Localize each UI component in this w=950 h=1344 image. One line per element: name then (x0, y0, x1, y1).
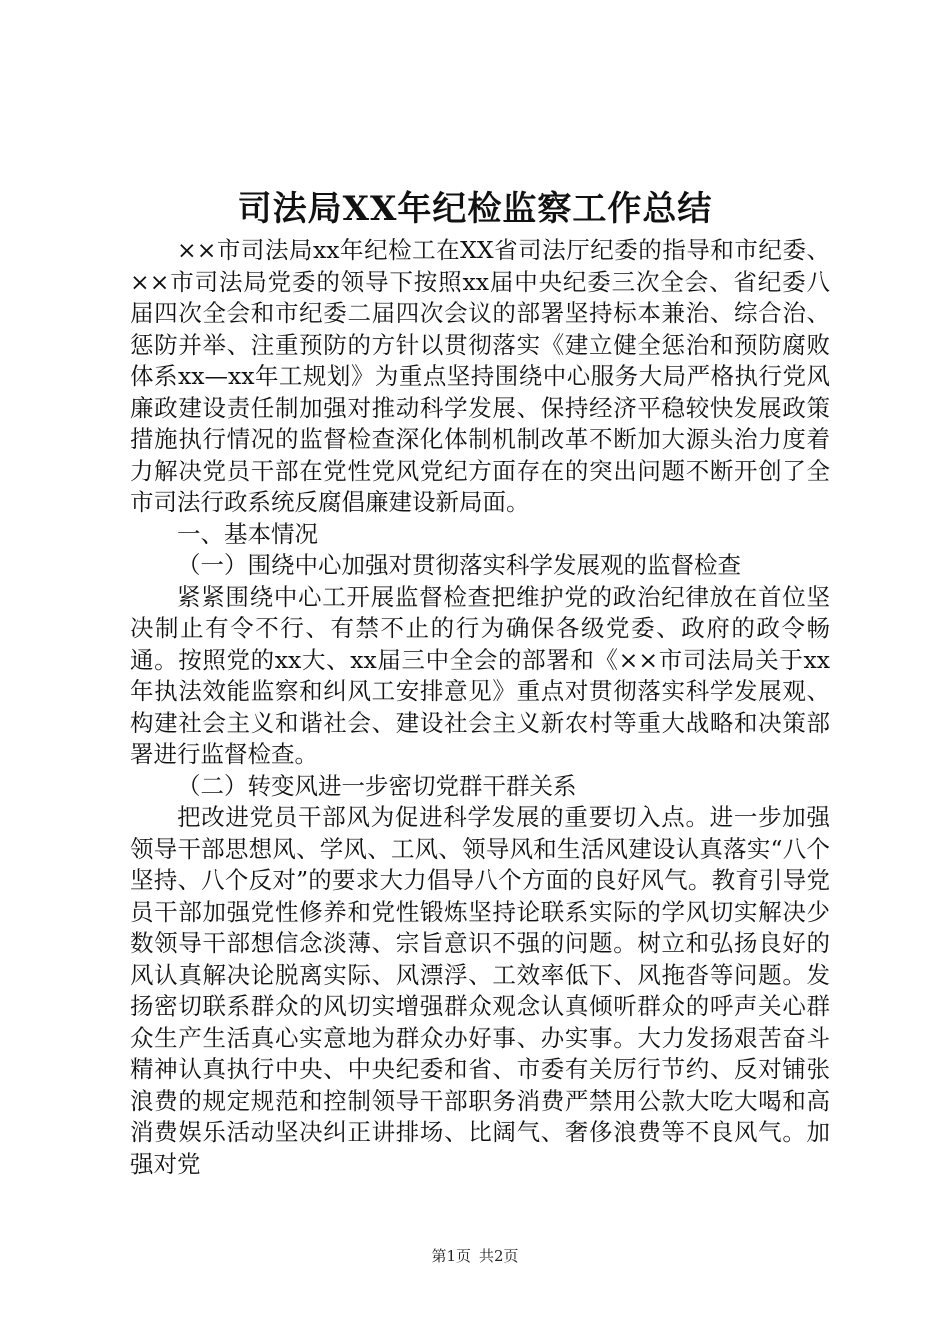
page-total: 共2页 (479, 1247, 519, 1265)
intro-paragraph: ××市司法局xx年纪检工在XX省司法厅纪委的指导和市纪委、××市司法局党委的领导下按照xx届中央纪委三次全会、省纪委八届四次全会和市纪委二届四次会议的部署坚持标本兼治、综合治、惩防并举、注重预防的方针以贯彻落实《建立健全惩治和预防腐败体系xx—xx年工规划》为重点坚持围绕中心服务大局严格执行党风廉政建设责任制加强对推动科学发展、保持经济平稳较快发展政策措施执行情况的监督检查深化体制机制改革不断加大源头治力度着力解决党员干部在党性党风党纪方面存在的突出问题不断开创了全市司法行政系统反腐倡廉建设新局面。 (130, 236, 830, 516)
subsection-heading-2: （二）转变风进一步密切党群干群关系 (177, 771, 577, 800)
document-title: 司法局XX年纪检监察工作总结 (237, 189, 713, 229)
subsection-2-paragraph: 把改进党员干部风为促进科学发展的重要切入点。进一步加强领导干部思想风、学风、工风、领导风和生活风建设认真落实“八个坚持、八个反对”的要求大力倡导八个方面的良好风气。教育引导党员干部加强党性修养和党性锻炼坚持论联系实际的学风切实解决少数领导干部想信念淡薄、宗旨意识不强的问题。树立和弘扬良好的风认真解决论脱离实际、风漂浮、工效率低下、风拖沓等问题。发扬密切联系群众的风切实增强群众观念认真倾听群众的呼声关心群众生产生活真心实意地为群众办好事、办实事。大力发扬艰苦奋斗精神认真执行中央、中央纪委和省、市委有关厉行节约、反对铺张浪费的规定规范和控制领导干部职务消费严禁用公款大吃大喝和高消费娱乐活动坚决纠正讲排场、比阔气、奢侈浪费等不良风气。加强对党 (130, 803, 830, 1178)
subsection-1-paragraph: 紧紧围绕中心工开展监督检查把维护党的政治纪律放在首位坚决制止有令不行、有禁不止的行为确保各级党委、政府的政令畅通。按照党的xx大、xx届三中全会的部署和《××市司法局关于xx年执法效能监察和纠风工安排意见》重点对贯彻落实科学发展观、构建社会主义和谐社会、建设社会主义新农村等重大战略和决策部署进行监督检查。 (130, 582, 830, 768)
document-body (130, 235, 830, 1180)
page-number: 第1页 (431, 1247, 471, 1265)
subsection-heading-1: （一）围绕中心加强对贯彻落实科学发展观的监督检查 (177, 551, 741, 579)
section-heading-basic: 一、基本情况 (177, 519, 318, 548)
page-footer (0, 1245, 950, 1267)
